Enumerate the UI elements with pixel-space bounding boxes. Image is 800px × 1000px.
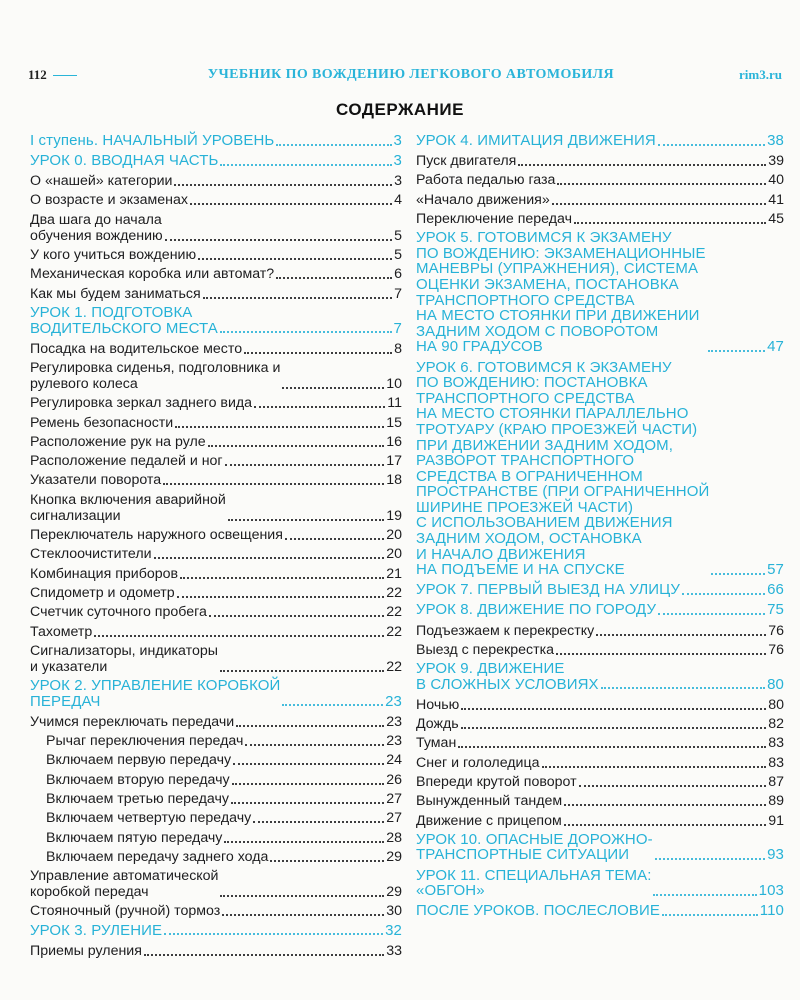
toc-lesson-entry	[416, 868, 784, 899]
dot-leader	[208, 445, 385, 447]
dot-leader	[228, 519, 384, 521]
toc-entry-page: 23	[386, 733, 402, 750]
dot-leader	[662, 914, 758, 916]
toc-entry-label: Снег и гололедица	[416, 754, 540, 771]
toc-entry-label: Включаем третью передачу	[46, 790, 229, 807]
toc-entry	[30, 341, 402, 357]
dot-leader	[682, 593, 765, 595]
book-title: УЧЕБНИК ПО ВОЖДЕНИЮ ЛЕГКОВОГО АВТОМОБИЛЯ	[207, 67, 615, 82]
toc-entry-page: 21	[386, 565, 402, 582]
dot-leader	[220, 331, 392, 333]
toc-entry-label: УРОК 11. СПЕЦИАЛЬНАЯ ТЕМА: «ОБГОН»	[416, 866, 652, 900]
toc-entry-page: 47	[767, 338, 784, 356]
toc-entry-label: Управление автоматической коробкой передач	[30, 868, 219, 901]
toc-entry-label: УРОК 9. ДВИЖЕНИЕ В СЛОЖНЫХ УСЛОВИЯХ	[416, 660, 599, 693]
dot-leader	[711, 573, 765, 575]
toc-entry-label: УРОК 1. ПОДГОТОВКА ВОДИТЕЛЬСКОГО МЕСТА	[30, 303, 218, 337]
dot-leader	[244, 352, 392, 354]
dot-leader	[224, 841, 384, 843]
toc-entry-page: 82	[768, 716, 784, 733]
toc-entry-label: Расположение педалей и ног	[30, 453, 223, 470]
toc-entry-label: Впереди крутой поворот	[416, 774, 577, 790]
toc-entry-label: Ремень безопасности	[30, 414, 174, 431]
dot-leader	[601, 687, 765, 689]
toc-entry-label: «Начало движения»	[416, 191, 550, 208]
toc-lesson-entry	[416, 832, 784, 863]
toc-entry-label: Расположение рук на руле	[30, 433, 206, 450]
toc-entry-label: УРОК 4. ИМИТАЦИЯ ДВИЖЕНИЯ	[416, 132, 656, 149]
dot-leader	[245, 744, 384, 746]
toc-entry-page: 40	[768, 172, 784, 189]
toc-entry-page: 15	[386, 414, 402, 431]
toc-entry-label: Туман	[416, 735, 457, 752]
toc-entry	[30, 830, 402, 846]
dot-leader	[209, 615, 384, 617]
dot-leader	[270, 860, 384, 862]
dot-leader	[596, 634, 766, 636]
toc-entry-page: 76	[768, 622, 784, 639]
toc-entry-label: Механическая коробка или автомат?	[30, 266, 275, 283]
toc-entry-page: 32	[385, 921, 402, 939]
dot-leader	[542, 766, 767, 768]
dot-leader	[154, 557, 385, 559]
toc-entry	[416, 642, 784, 658]
toc-entry	[30, 453, 402, 469]
toc-entry	[30, 849, 402, 865]
dot-leader	[220, 164, 391, 166]
toc-entry-page: 29	[386, 848, 402, 865]
toc-entry-page: 30	[386, 903, 402, 920]
toc-entry-page: 83	[768, 735, 784, 752]
toc-entry	[30, 527, 402, 543]
toc-entry-label: Рычаг переключения передач	[46, 733, 244, 750]
toc-entry-page: 80	[768, 696, 784, 713]
toc-entry-label: Кнопка включения аварийной сигнализации	[30, 491, 226, 524]
dot-leader	[232, 783, 385, 785]
toc-entry	[416, 172, 784, 188]
dot-leader	[94, 635, 384, 637]
toc-entry-page: 4	[394, 192, 402, 209]
toc-entry-label: Включаем передачу заднего хода	[46, 848, 269, 865]
toc-entry-page: 66	[767, 581, 784, 599]
toc-entry-label: УРОК 8. ДВИЖЕНИЕ ПО ГОРОДУ	[416, 601, 657, 619]
toc-entry-page: 75	[767, 601, 784, 619]
toc-entry-page: 22	[386, 658, 402, 675]
toc-entry	[416, 735, 784, 751]
toc-entry-page: 39	[768, 153, 784, 170]
toc-entry	[30, 868, 402, 900]
toc-right-column	[416, 133, 784, 923]
dot-leader	[225, 464, 385, 466]
dot-leader	[708, 350, 765, 352]
toc-entry	[30, 585, 402, 601]
toc-entry-page: 103	[758, 882, 784, 900]
toc-entry-label: Приемы руления	[30, 942, 142, 959]
toc-entry-label: О возрасте и экзаменах	[30, 192, 188, 209]
toc-entry-label: I ступень. НАЧАЛЬНЫЙ УРОВЕНЬ	[30, 132, 275, 149]
dot-leader	[282, 387, 384, 389]
toc-entry-label: Сигнализаторы, индикаторы и указатели	[30, 642, 218, 675]
toc-entry	[30, 492, 402, 524]
toc-entry-page: 89	[768, 793, 784, 810]
toc-entry	[30, 733, 402, 749]
toc-entry-page: 45	[768, 210, 784, 227]
site-name: rim3.ru	[739, 67, 782, 82]
dot-leader	[180, 577, 384, 579]
toc-entry	[30, 714, 402, 730]
toc-entry-label: ПОСЛЕ УРОКОВ. ПОСЛЕСЛОВИЕ	[416, 902, 661, 920]
toc-entry-page: 22	[386, 604, 402, 621]
toc-entry-label: Спидометр и одометр	[30, 584, 175, 601]
toc-entry-page: 27	[386, 810, 402, 827]
toc-entry-page: 23	[385, 692, 402, 710]
toc-lesson-entry	[30, 153, 402, 169]
toc-entry-label: О «нашей» категории	[30, 173, 173, 190]
toc-entry-label: Тахометр	[30, 623, 93, 640]
toc-entry-page: 18	[386, 472, 402, 489]
toc-entry	[30, 212, 402, 244]
dot-leader	[518, 164, 766, 166]
toc-lesson-entry	[416, 133, 784, 149]
toc-entry	[416, 697, 784, 713]
dot-leader	[276, 144, 391, 146]
toc-entry	[30, 266, 402, 282]
toc-entry-page: 8	[394, 340, 402, 357]
toc-entry-label: Вынужденный тандем	[416, 793, 563, 810]
toc-entry-page: 7	[393, 319, 402, 337]
toc-entry-label: УРОК 6. ГОТОВИМСЯ К ЭКЗАМЕНУ ПО ВОЖДЕНИЮ: ПОСТАНОВКА ТРАНСПОРТНОГО СРЕДСТВА НА МЕСТО СТОЯНКИ ПАРАЛЛЕЛЬНО ТРОТУАРУ (КРАЮ ПРОЕЗЖЕЙ ЧАСТИ) ПРИ ДВИЖЕНИИ ЗАДНИМ ХОДОМ, РАЗВОРОТ ТРАНСПОРТНОГО СРЕДСТВА В ОГРАНИЧЕННОМ ПРОСТРАНСТВЕ (ПРИ ОГРАНИЧЕННОЙ ШИРИНЕ ПРОЕЗЖЕЙ ЧАСТИ) С ИСПОЛЬЗОВАНИЕМ ДВИЖЕНИЯ ЗАДНИМ ХОДОМ, ОСТАНОВКА И НАЧАЛО ДВИЖЕНИЯ НА ПОДЪЕМЕ И НА СПУСКЕ	[416, 358, 710, 579]
toc-entry-page: 22	[386, 623, 402, 640]
toc-entry-label: УРОК 3. РУЛЕНИЕ	[30, 921, 163, 939]
toc-entry	[416, 755, 784, 771]
toc-entry-label: У кого учиться вождению	[30, 247, 197, 264]
toc-entry-page: 17	[386, 453, 402, 470]
dot-leader	[458, 746, 766, 748]
toc-entry-label: Работа педалью газа	[416, 172, 556, 189]
dot-leader	[285, 538, 384, 540]
dot-leader	[203, 297, 392, 299]
toc-entry-page: 26	[386, 771, 402, 788]
toc-entry-label: Ночью	[416, 696, 460, 713]
toc-lesson-entry	[416, 661, 784, 692]
dot-leader	[233, 763, 384, 765]
toc-entry-page: 80	[767, 675, 784, 693]
toc-entry-label: Регулировка зеркал заднего вида	[30, 395, 253, 412]
toc-entry-label: Пуск двигателя	[416, 153, 517, 170]
dot-leader	[220, 670, 384, 672]
toc-entry-label: Включаем первую передачу	[46, 752, 232, 769]
toc-entry-label: Регулировка сиденья, подголовника и рулевого колеса	[30, 359, 281, 392]
toc-lesson-entry	[416, 360, 784, 578]
toc-entry-label: Учимся переключать передачи	[30, 713, 235, 730]
toc-entry-page: 19	[386, 507, 402, 524]
toc-entry-page: 20	[386, 546, 402, 563]
toc-entry	[30, 810, 402, 826]
dot-leader	[574, 222, 766, 224]
toc-entry	[30, 546, 402, 562]
dot-leader	[658, 613, 765, 615]
toc-entry	[30, 566, 402, 582]
toc-entry	[30, 472, 402, 488]
toc-entry-label: Подъезжаем к перекрестку	[416, 622, 595, 639]
toc-entry-label: Переключение передач	[416, 210, 573, 227]
toc-entry	[30, 903, 402, 919]
dot-leader	[552, 203, 766, 205]
toc-entry-label: Включаем четвертую передачу	[46, 810, 252, 827]
dot-leader	[254, 406, 385, 408]
toc-entry	[416, 623, 784, 639]
toc-entry-page: 41	[768, 191, 784, 208]
toc-entry-page: 93	[767, 846, 784, 864]
dot-leader	[564, 824, 766, 826]
toc-entry	[416, 192, 784, 208]
dot-leader	[190, 203, 392, 205]
toc-lesson-entry	[416, 903, 784, 919]
toc-left-column	[30, 133, 402, 962]
toc-entry-label: УРОК 0. ВВОДНАЯ ЧАСТЬ	[30, 152, 219, 170]
page-number: 112	[28, 67, 47, 82]
toc-entry	[30, 772, 402, 788]
toc-entry	[30, 624, 402, 640]
toc-lesson-entry	[30, 678, 402, 709]
toc-entry	[30, 643, 402, 675]
toc-title: СОДЕРЖАНИЕ	[336, 100, 464, 119]
dot-leader	[653, 894, 756, 896]
dot-leader	[236, 725, 384, 727]
toc-entry-page: 3	[393, 132, 402, 149]
dot-leader	[222, 914, 384, 916]
toc-entry-label: Как мы будем заниматься	[30, 285, 201, 302]
toc-entry	[30, 395, 402, 411]
toc-entry-label: Стояночный (ручной) тормоз	[30, 903, 221, 920]
toc-entry-page: 76	[768, 641, 784, 658]
toc-entry	[30, 434, 402, 450]
toc-entry-page: 7	[394, 285, 402, 302]
toc-lesson-entry	[30, 133, 402, 149]
toc-entry	[30, 604, 402, 620]
toc-entry-label: УРОК 2. УПРАВЛЕНИЕ КОРОБКОЙ ПЕРЕДАЧ	[30, 677, 281, 710]
toc-entry-label: Посадка на водительское место	[30, 340, 243, 357]
toc-entry	[416, 211, 784, 227]
dot-leader	[461, 708, 766, 710]
toc-entry-page: 87	[768, 774, 784, 790]
toc-entry-label: Комбинация приборов	[30, 565, 179, 582]
toc-entry-page: 11	[387, 395, 402, 412]
toc-entry-label: УРОК 5. ГОТОВИМСЯ К ЭКЗАМЕНУ ПО ВОЖДЕНИЮ: ЭКЗАМЕНАЦИОННЫЕ МАНЕВРЫ (УПРАЖНЕНИЯ), СИСТЕМА ОЦЕНКИ ЭКЗАМЕНА, ПОСТАНОВКА ТРАНСПОРТНОГО СРЕДСТВА НА МЕСТО СТОЯНКИ ПРИ ДВИЖЕНИИ ЗАДНИМ ХОДОМ С ПОВОРОТОМ НА 90 ГРАДУСОВ	[416, 229, 706, 356]
toc-lesson-entry	[30, 305, 402, 336]
toc-entry-page: 6	[394, 266, 402, 283]
toc-entry-label: Включаем пятую передачу	[46, 829, 223, 846]
dot-leader	[198, 258, 392, 260]
dot-leader	[655, 858, 765, 860]
toc-entry-page: 3	[394, 173, 402, 190]
dot-leader	[557, 183, 766, 185]
running-header	[28, 64, 782, 86]
dot-leader	[231, 802, 384, 804]
toc-entry	[30, 360, 402, 392]
toc-entry-label: УРОК 7. ПЕРВЫЙ ВЫЕЗД НА УЛИЦУ	[416, 581, 681, 599]
toc-entry	[416, 813, 784, 829]
toc-lesson-entry	[416, 230, 784, 355]
toc-entry-page: 3	[393, 152, 402, 170]
dot-leader	[163, 483, 384, 485]
toc-entry-page: 20	[386, 527, 402, 544]
toc-entry-label: Движение с прицепом	[416, 812, 562, 829]
dot-leader	[174, 184, 392, 186]
toc-entry-page: 10	[386, 375, 402, 392]
toc-entry-label: Переключатель наружного освещения	[30, 527, 283, 544]
toc-entry	[416, 793, 784, 809]
toc-entry	[30, 192, 402, 208]
dot-leader	[658, 144, 765, 146]
dot-leader	[556, 653, 766, 655]
dot-leader	[164, 933, 383, 935]
toc-entry	[30, 943, 402, 959]
dot-leader	[220, 895, 384, 897]
toc-lesson-entry	[30, 923, 402, 939]
toc-entry-label: Счетчик суточного пробега	[30, 604, 207, 621]
toc-entry-page: 29	[386, 884, 402, 901]
toc-entry-label: УРОК 10. ОПАСНЫЕ ДОРОЖНО- ТРАНСПОРТНЫЕ СИТУАЦИИ	[416, 830, 653, 864]
toc-entry-page: 16	[386, 433, 402, 450]
toc-entry	[416, 153, 784, 169]
toc-entry-page: 22	[386, 584, 402, 601]
header-divider	[53, 75, 77, 76]
toc-entry-page: 24	[386, 752, 402, 769]
toc-entry	[30, 247, 402, 263]
toc-entry-page: 27	[386, 790, 402, 807]
dot-leader	[253, 821, 384, 823]
toc-entry	[30, 752, 402, 768]
toc-entry-page: 38	[767, 132, 784, 149]
dot-leader	[579, 785, 767, 787]
toc-entry-page: 110	[759, 902, 784, 920]
toc-lesson-entry	[416, 602, 784, 618]
toc-entry-page: 23	[386, 713, 402, 730]
toc-entry	[30, 415, 402, 431]
toc-entry-page: 5	[394, 247, 402, 264]
toc-entry-page: 28	[386, 829, 402, 846]
dot-leader	[461, 727, 767, 729]
toc-entry-label: Два шага до начала обучения вождению	[30, 211, 163, 244]
toc-entry-page: 91	[768, 812, 784, 829]
dot-leader	[564, 804, 766, 806]
toc-entry	[30, 791, 402, 807]
dot-leader	[175, 426, 384, 428]
toc-entry-label: Выезд с перекрестка	[416, 641, 555, 658]
dot-leader	[276, 277, 392, 279]
toc-lesson-entry	[416, 582, 784, 598]
dot-leader	[165, 239, 392, 241]
dot-leader	[282, 704, 383, 706]
toc-entry-page: 5	[394, 227, 402, 244]
toc-entry-label: Дождь	[416, 716, 459, 733]
toc-entry-label: Стеклоочистители	[30, 546, 152, 563]
toc-entry	[416, 774, 784, 790]
toc-entry-page: 83	[768, 754, 784, 771]
toc-entry	[416, 716, 784, 732]
toc-entry-page: 57	[767, 561, 784, 579]
toc-entry	[30, 286, 402, 302]
dot-leader	[177, 596, 385, 598]
toc-entry-label: Указатели поворота	[30, 472, 162, 489]
toc-entry-label: Включаем вторую передачу	[46, 771, 230, 788]
toc-entry-page: 33	[386, 942, 402, 959]
dot-leader	[144, 954, 384, 956]
toc-entry	[30, 173, 402, 189]
